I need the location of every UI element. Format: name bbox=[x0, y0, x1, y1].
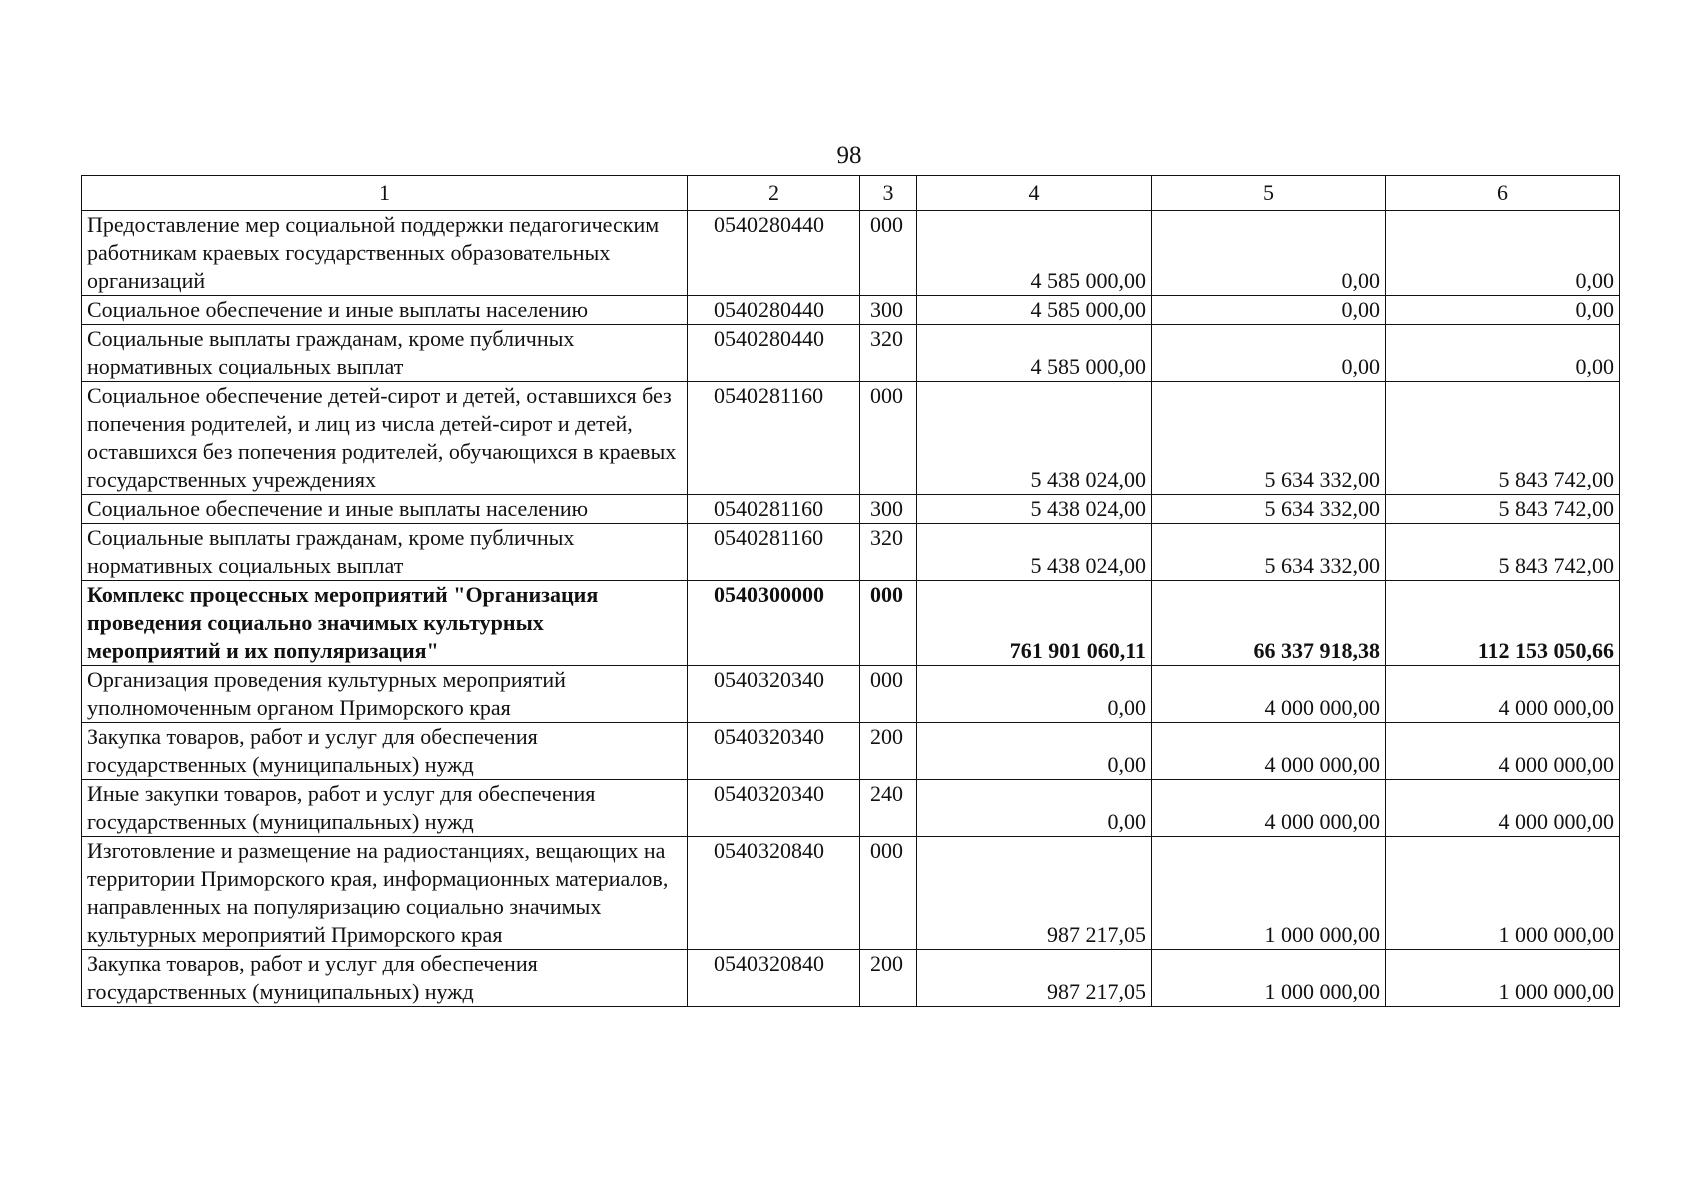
row-amount-4: 5 438 024,00 bbox=[917, 495, 1152, 524]
row-name: Комплекс процессных мероприятий "Организация проведения социально значимых культурных мероприятий и их популяризация" bbox=[82, 581, 688, 666]
row-amount-6: 1 000 000,00 bbox=[1386, 950, 1620, 1007]
row-amount-5: 5 634 332,00 bbox=[1152, 524, 1386, 581]
row-amount-5: 0,00 bbox=[1152, 296, 1386, 325]
row-code: 0540281160 bbox=[688, 495, 860, 524]
row-amount-5: 4 000 000,00 bbox=[1152, 723, 1386, 780]
row-amount-5: 1 000 000,00 bbox=[1152, 950, 1386, 1007]
row-name: Социальные выплаты гражданам, кроме публичных нормативных социальных выплат bbox=[82, 325, 688, 382]
table-row bbox=[82, 950, 1620, 1007]
table-row-section-total bbox=[82, 581, 1620, 666]
row-code: 0540300000 bbox=[688, 581, 860, 666]
table-row bbox=[82, 837, 1620, 950]
page-number: 98 bbox=[836, 142, 862, 169]
row-name: Закупка товаров, работ и услуг для обеспечения государственных (муниципальных) нужд bbox=[82, 723, 688, 780]
row-amount-6: 112 153 050,66 bbox=[1386, 581, 1620, 666]
row-amount-5: 0,00 bbox=[1152, 211, 1386, 296]
table-row bbox=[82, 666, 1620, 723]
row-amount-5: 5 634 332,00 bbox=[1152, 382, 1386, 495]
row-amount-4: 4 585 000,00 bbox=[917, 325, 1152, 382]
column-header-3: 3 bbox=[860, 176, 917, 211]
row-amount-4: 4 585 000,00 bbox=[917, 211, 1152, 296]
row-name: Изготовление и размещение на радиостанциях, вещающих на территории Приморского края, информационных материалов, направленных на популяризацию социально значимых культурных мероприятий Приморского края bbox=[82, 837, 688, 950]
row-expense-type: 200 bbox=[860, 950, 917, 1007]
column-header-1: 1 bbox=[82, 176, 688, 211]
row-code: 0540320840 bbox=[688, 837, 860, 950]
row-amount-6: 5 843 742,00 bbox=[1386, 495, 1620, 524]
row-amount-4: 0,00 bbox=[917, 666, 1152, 723]
row-amount-5: 4 000 000,00 bbox=[1152, 780, 1386, 837]
row-name: Социальные выплаты гражданам, кроме публичных нормативных социальных выплат bbox=[82, 524, 688, 581]
row-amount-6: 5 843 742,00 bbox=[1386, 382, 1620, 495]
row-code: 0540281160 bbox=[688, 382, 860, 495]
column-header-4: 4 bbox=[917, 176, 1152, 211]
row-amount-4: 987 217,05 bbox=[917, 837, 1152, 950]
row-expense-type: 300 bbox=[860, 495, 917, 524]
row-expense-type: 320 bbox=[860, 524, 917, 581]
row-amount-6: 4 000 000,00 bbox=[1386, 723, 1620, 780]
row-expense-type: 240 bbox=[860, 780, 917, 837]
row-code: 0540280440 bbox=[688, 211, 860, 296]
row-expense-type: 200 bbox=[860, 723, 917, 780]
row-expense-type: 000 bbox=[860, 837, 917, 950]
row-name: Организация проведения культурных мероприятий уполномоченным органом Приморского края bbox=[82, 666, 688, 723]
table-row bbox=[82, 524, 1620, 581]
row-expense-type: 000 bbox=[860, 666, 917, 723]
row-amount-5: 1 000 000,00 bbox=[1152, 837, 1386, 950]
row-name: Социальное обеспечение и иные выплаты населению bbox=[82, 495, 688, 524]
row-amount-6: 4 000 000,00 bbox=[1386, 780, 1620, 837]
row-name: Предоставление мер социальной поддержки педагогическим работникам краевых государственных образовательных организаций bbox=[82, 211, 688, 296]
row-amount-5: 0,00 bbox=[1152, 325, 1386, 382]
table-row bbox=[82, 495, 1620, 524]
row-amount-6: 5 843 742,00 bbox=[1386, 524, 1620, 581]
row-name: Иные закупки товаров, работ и услуг для обеспечения государственных (муниципальных) нужд bbox=[82, 780, 688, 837]
row-code: 0540280440 bbox=[688, 325, 860, 382]
row-code: 0540320840 bbox=[688, 950, 860, 1007]
row-code: 0540280440 bbox=[688, 296, 860, 325]
row-name: Закупка товаров, работ и услуг для обеспечения государственных (муниципальных) нужд bbox=[82, 950, 688, 1007]
row-amount-6: 0,00 bbox=[1386, 296, 1620, 325]
row-expense-type: 000 bbox=[860, 382, 917, 495]
table-row bbox=[82, 382, 1620, 495]
table-body bbox=[82, 211, 1620, 1007]
row-amount-4: 0,00 bbox=[917, 723, 1152, 780]
row-expense-type: 320 bbox=[860, 325, 917, 382]
column-header-6: 6 bbox=[1386, 176, 1620, 211]
row-amount-5: 5 634 332,00 bbox=[1152, 495, 1386, 524]
column-header-5: 5 bbox=[1152, 176, 1386, 211]
row-name: Социальное обеспечение и иные выплаты населению bbox=[82, 296, 688, 325]
row-expense-type: 000 bbox=[860, 581, 917, 666]
table-row bbox=[82, 296, 1620, 325]
table-row bbox=[82, 211, 1620, 296]
row-amount-6: 1 000 000,00 bbox=[1386, 837, 1620, 950]
row-amount-5: 4 000 000,00 bbox=[1152, 666, 1386, 723]
row-amount-4: 761 901 060,11 bbox=[917, 581, 1152, 666]
row-name: Социальное обеспечение детей-сирот и детей, оставшихся без попечения родителей, и лиц из числа детей-сирот и детей, оставшихся без попечения родителей, обучающихся в краевых государственных учреждениях bbox=[82, 382, 688, 495]
row-amount-6: 0,00 bbox=[1386, 211, 1620, 296]
row-amount-6: 4 000 000,00 bbox=[1386, 666, 1620, 723]
row-amount-5: 66 337 918,38 bbox=[1152, 581, 1386, 666]
table-row bbox=[82, 780, 1620, 837]
row-amount-4: 0,00 bbox=[917, 780, 1152, 837]
table-header-row bbox=[82, 176, 1620, 211]
row-expense-type: 000 bbox=[860, 211, 917, 296]
row-amount-4: 5 438 024,00 bbox=[917, 524, 1152, 581]
row-amount-4: 5 438 024,00 bbox=[917, 382, 1152, 495]
row-amount-6: 0,00 bbox=[1386, 325, 1620, 382]
row-amount-4: 4 585 000,00 bbox=[917, 296, 1152, 325]
budget-table bbox=[81, 175, 1620, 1007]
table-row bbox=[82, 325, 1620, 382]
row-code: 0540281160 bbox=[688, 524, 860, 581]
column-header-2: 2 bbox=[688, 176, 860, 211]
row-code: 0540320340 bbox=[688, 723, 860, 780]
row-expense-type: 300 bbox=[860, 296, 917, 325]
table-row bbox=[82, 723, 1620, 780]
row-amount-4: 987 217,05 bbox=[917, 950, 1152, 1007]
row-code: 0540320340 bbox=[688, 666, 860, 723]
row-code: 0540320340 bbox=[688, 780, 860, 837]
